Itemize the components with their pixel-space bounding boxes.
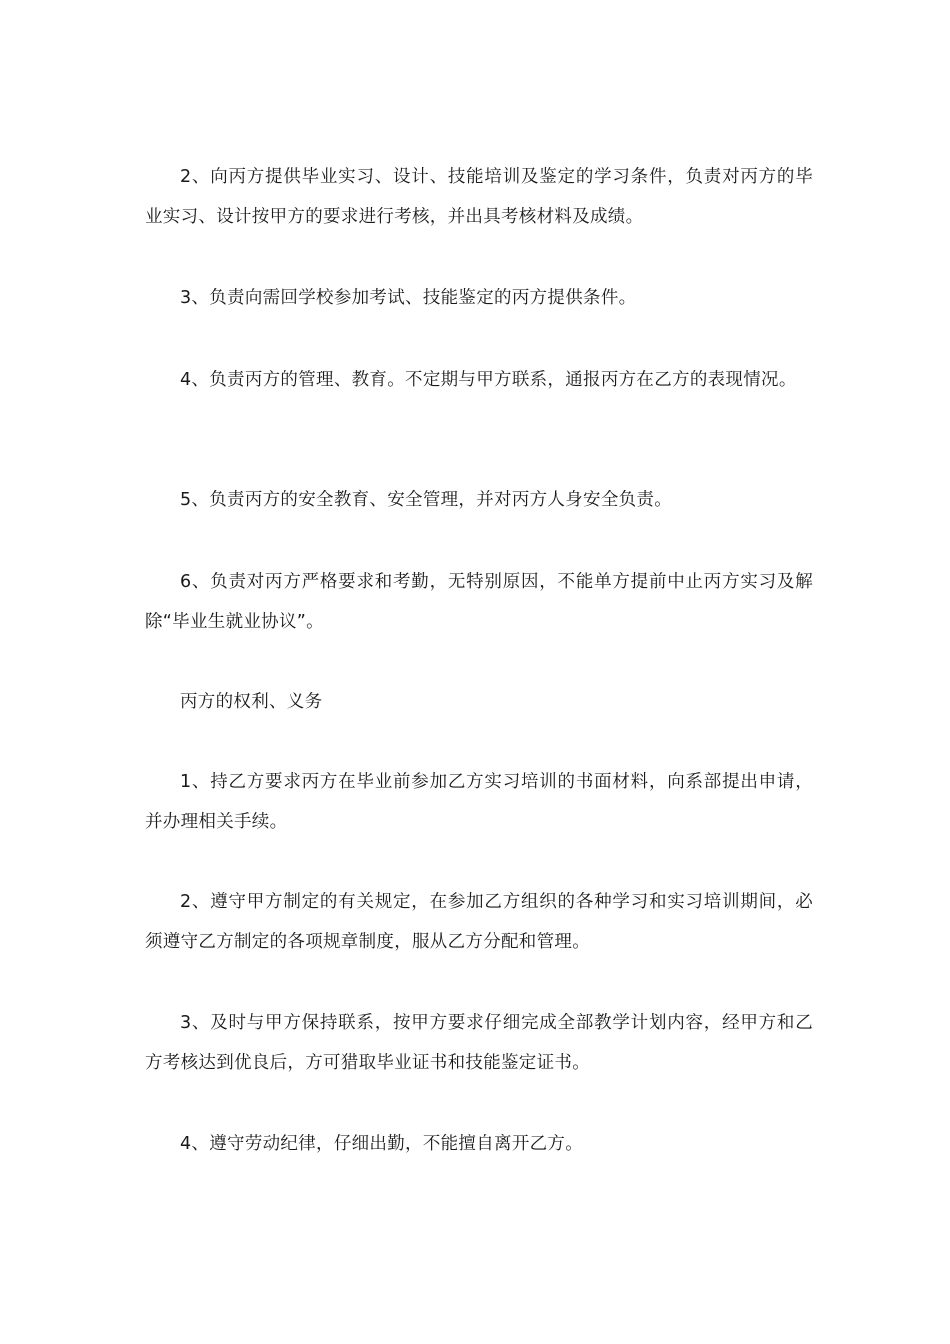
paragraph-party-c-clause-1: 1、持乙方要求丙方在毕业前参加乙方实习培训的书面材料，向系部提出申请，并办理相关手续。 <box>145 772 813 832</box>
paragraph-clause-4: 4、负责丙方的管理、教育。不定期与甲方联系，通报丙方在乙方的表现情况。 <box>180 370 797 390</box>
section-heading-party-c-rights: 丙方的权利、义务 <box>180 692 323 712</box>
paragraph-party-c-clause-4: 4、遵守劳动纪律，仔细出勤，不能擅自离开乙方。 <box>180 1134 584 1154</box>
paragraph-party-c-clause-2: 2、遵守甲方制定的有关规定，在参加乙方组织的各种学习和实习培训期间，必须遵守乙方制定的各项规章制度，服从乙方分配和管理。 <box>145 892 813 952</box>
paragraph-party-c-clause-3: 3、及时与甲方保持联系，按甲方要求仔细完成全部教学计划内容，经甲方和乙方考核达到优良后，方可猎取毕业证书和技能鉴定证书。 <box>145 1013 813 1073</box>
paragraph-clause-2: 2、向丙方提供毕业实习、设计、技能培训及鉴定的学习条件，负责对丙方的毕业实习、设计按甲方的要求进行考核，并出具考核材料及成绩。 <box>145 167 813 227</box>
paragraph-clause-3: 3、负责向需回学校参加考试、技能鉴定的丙方提供条件。 <box>180 288 637 308</box>
paragraph-clause-6: 6、负责对丙方严格要求和考勤，无特别原因，不能单方提前中止丙方实习及解除“毕业生就业协议”。 <box>145 572 813 632</box>
paragraph-clause-5: 5、负责丙方的安全教育、安全管理，并对丙方人身安全负责。 <box>180 490 673 510</box>
